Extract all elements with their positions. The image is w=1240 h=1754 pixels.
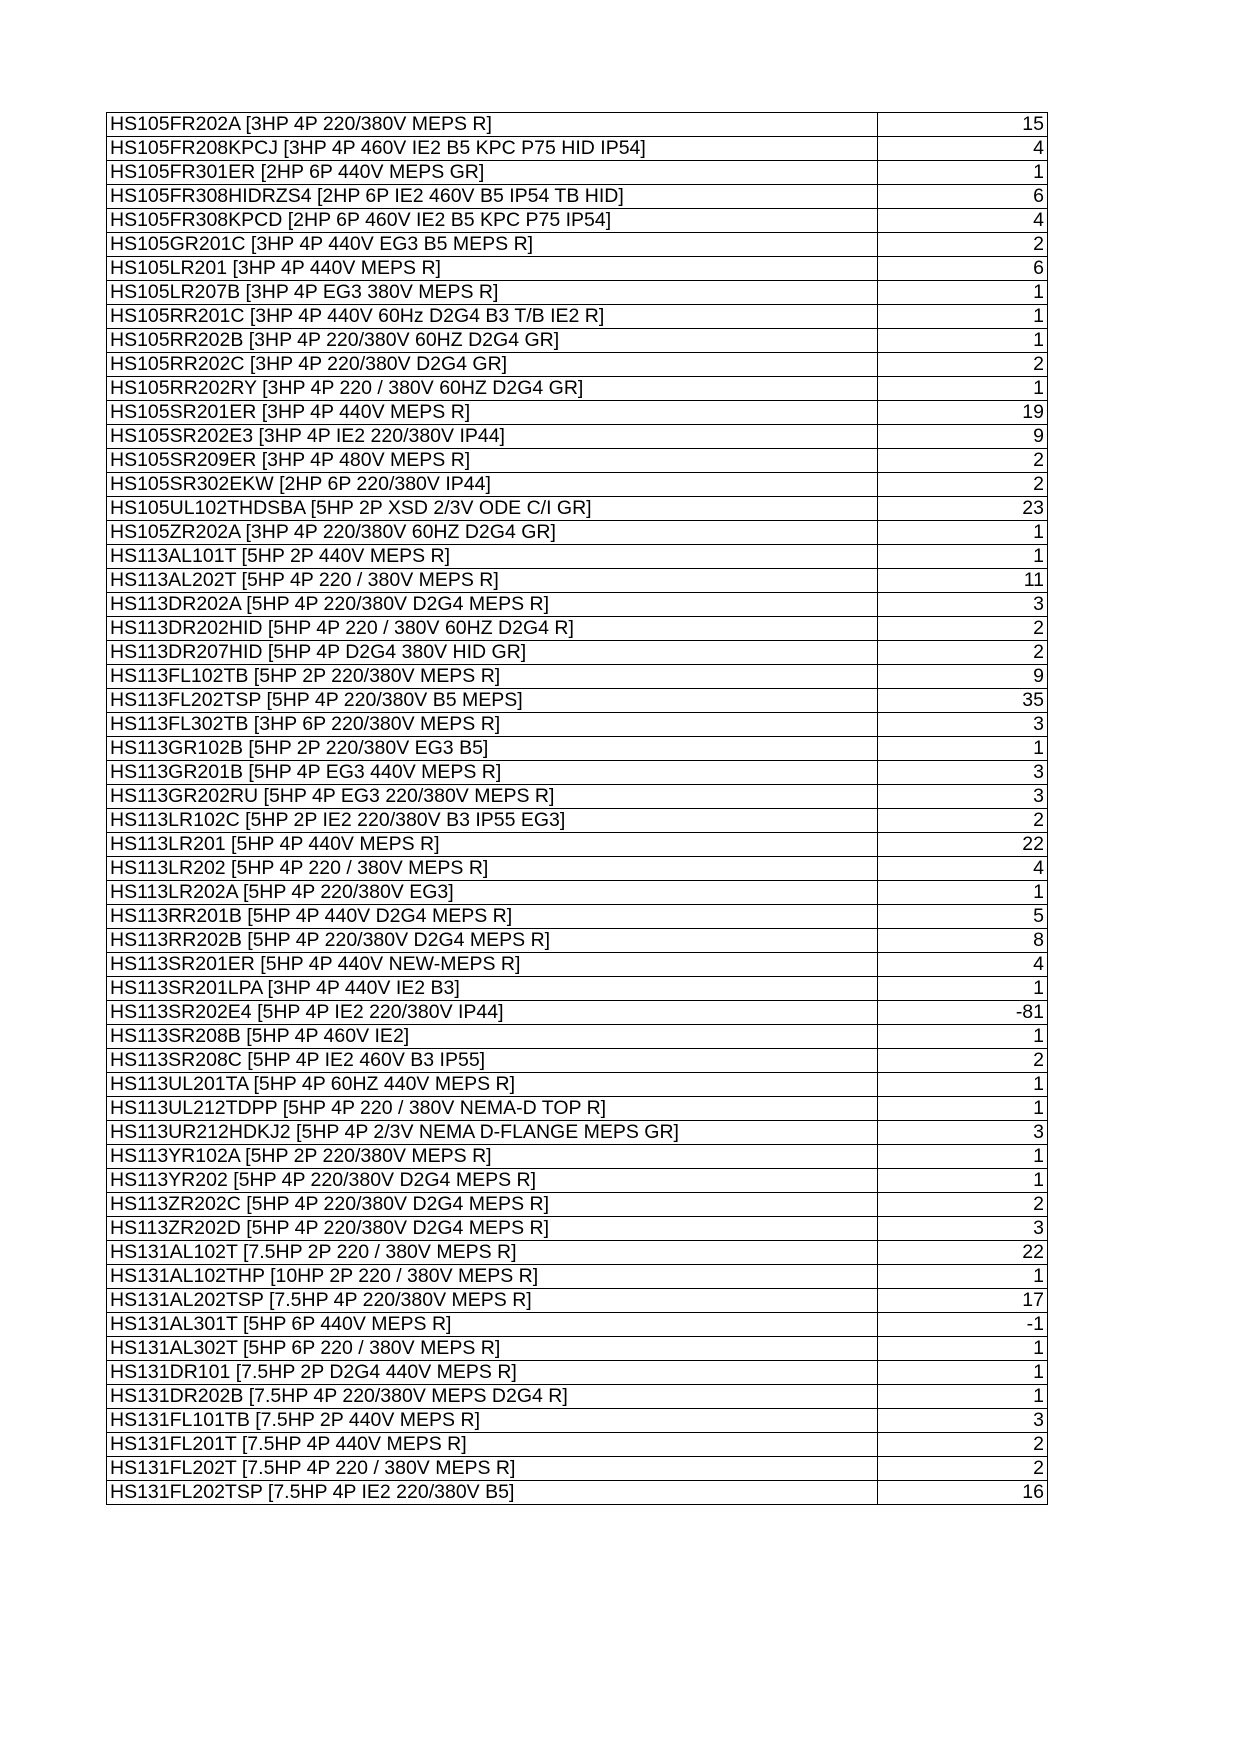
table-row (107, 137, 1048, 161)
table-row (107, 497, 1048, 521)
quantity-cell: 9 (878, 425, 1048, 449)
quantity-cell: 1 (878, 881, 1048, 905)
quantity-cell: 2 (878, 1457, 1048, 1481)
table-row (107, 1481, 1048, 1505)
table-row (107, 329, 1048, 353)
table-row (107, 401, 1048, 425)
quantity-cell: 2 (878, 1193, 1048, 1217)
quantity-cell: 2 (878, 1049, 1048, 1073)
table-row (107, 1001, 1048, 1025)
quantity-cell: 3 (878, 761, 1048, 785)
quantity-cell: 11 (878, 569, 1048, 593)
item-description-cell: HS113ZR202C [5HP 4P 220/380V D2G4 MEPS R] (107, 1193, 878, 1217)
item-description-cell: HS113RR201B [5HP 4P 440V D2G4 MEPS R] (107, 905, 878, 929)
quantity-cell: 2 (878, 617, 1048, 641)
table-row (107, 1145, 1048, 1169)
quantity-cell: 3 (878, 713, 1048, 737)
table-row (107, 785, 1048, 809)
item-description-cell: HS105RR202C [3HP 4P 220/380V D2G4 GR] (107, 353, 878, 377)
item-description-cell: HS105GR201C [3HP 4P 440V EG3 B5 MEPS R] (107, 233, 878, 257)
item-description-cell: HS113LR202A [5HP 4P 220/380V EG3] (107, 881, 878, 905)
quantity-cell: -81 (878, 1001, 1048, 1025)
table-row (107, 1385, 1048, 1409)
table-row (107, 233, 1048, 257)
table-row (107, 1121, 1048, 1145)
quantity-cell: 1 (878, 161, 1048, 185)
table-row (107, 977, 1048, 1001)
item-description-cell: HS131FL201T [7.5HP 4P 440V MEPS R] (107, 1433, 878, 1457)
item-description-cell: HS105SR209ER [3HP 4P 480V MEPS R] (107, 449, 878, 473)
table-row (107, 1025, 1048, 1049)
quantity-cell: 1 (878, 1169, 1048, 1193)
quantity-cell: 2 (878, 353, 1048, 377)
quantity-cell: 6 (878, 257, 1048, 281)
quantity-cell: 1 (878, 281, 1048, 305)
table-row (107, 1169, 1048, 1193)
item-description-cell: HS105LR207B [3HP 4P EG3 380V MEPS R] (107, 281, 878, 305)
table-row (107, 257, 1048, 281)
item-description-cell: HS113SR208C [5HP 4P IE2 460V B3 IP55] (107, 1049, 878, 1073)
table-row (107, 569, 1048, 593)
item-description-cell: HS131FL202T [7.5HP 4P 220 / 380V MEPS R] (107, 1457, 878, 1481)
item-description-cell: HS113YR202 [5HP 4P 220/380V D2G4 MEPS R] (107, 1169, 878, 1193)
table-row (107, 713, 1048, 737)
table-row (107, 665, 1048, 689)
item-description-cell: HS105RR202RY [3HP 4P 220 / 380V 60HZ D2G4 GR] (107, 377, 878, 401)
item-description-cell: HS131AL301T [5HP 6P 440V MEPS R] (107, 1313, 878, 1337)
table-row (107, 1217, 1048, 1241)
item-description-cell: HS113FL202TSP [5HP 4P 220/380V B5 MEPS] (107, 689, 878, 713)
table-row (107, 1457, 1048, 1481)
quantity-cell: 17 (878, 1289, 1048, 1313)
table-row (107, 641, 1048, 665)
table-row (107, 833, 1048, 857)
table-row (107, 857, 1048, 881)
item-description-cell: HS105UL102THDSBA [5HP 2P XSD 2/3V ODE C/I GR] (107, 497, 878, 521)
table-row (107, 1097, 1048, 1121)
table-row (107, 1337, 1048, 1361)
table-row (107, 545, 1048, 569)
item-description-cell: HS113LR102C [5HP 2P IE2 220/380V B3 IP55 EG3] (107, 809, 878, 833)
quantity-cell: 3 (878, 593, 1048, 617)
table-row (107, 161, 1048, 185)
table-row (107, 1049, 1048, 1073)
table-row (107, 761, 1048, 785)
item-description-cell: HS113UR212HDKJ2 [5HP 4P 2/3V NEMA D-FLANGE MEPS GR] (107, 1121, 878, 1145)
item-description-cell: HS113UL201TA [5HP 4P 60HZ 440V MEPS R] (107, 1073, 878, 1097)
quantity-cell: 1 (878, 977, 1048, 1001)
table-row (107, 1409, 1048, 1433)
item-description-cell: HS105RR201C [3HP 4P 440V 60Hz D2G4 B3 T/B IE2 R] (107, 305, 878, 329)
quantity-cell: 1 (878, 1385, 1048, 1409)
item-description-cell: HS113GR201B [5HP 4P EG3 440V MEPS R] (107, 761, 878, 785)
item-description-cell: HS105SR201ER [3HP 4P 440V MEPS R] (107, 401, 878, 425)
quantity-cell: 15 (878, 113, 1048, 137)
quantity-cell: 8 (878, 929, 1048, 953)
quantity-cell: 2 (878, 1433, 1048, 1457)
table-row (107, 905, 1048, 929)
item-description-cell: HS105FR301ER [2HP 6P 440V MEPS GR] (107, 161, 878, 185)
item-description-cell: HS113UL212TDPP [5HP 4P 220 / 380V NEMA-D TOP R] (107, 1097, 878, 1121)
item-description-cell: HS105FR202A [3HP 4P 220/380V MEPS R] (107, 113, 878, 137)
table-row (107, 617, 1048, 641)
quantity-cell: 16 (878, 1481, 1048, 1505)
quantity-cell: 1 (878, 1025, 1048, 1049)
item-description-cell: HS105ZR202A [3HP 4P 220/380V 60HZ D2G4 GR] (107, 521, 878, 545)
item-description-cell: HS131FL101TB [7.5HP 2P 440V MEPS R] (107, 1409, 878, 1433)
item-description-cell: HS113SR201LPA [3HP 4P 440V IE2 B3] (107, 977, 878, 1001)
item-description-cell: HS131DR202B [7.5HP 4P 220/380V MEPS D2G4 R] (107, 1385, 878, 1409)
item-description-cell: HS113DR207HID [5HP 4P D2G4 380V HID GR] (107, 641, 878, 665)
quantity-cell: 2 (878, 809, 1048, 833)
item-description-cell: HS105FR308HIDRZS4 [2HP 6P IE2 460V B5 IP54 TB HID] (107, 185, 878, 209)
table-row (107, 305, 1048, 329)
item-description-cell: HS113LR202 [5HP 4P 220 / 380V MEPS R] (107, 857, 878, 881)
table-row (107, 353, 1048, 377)
quantity-cell: 1 (878, 521, 1048, 545)
table-row (107, 953, 1048, 977)
table-row (107, 1073, 1048, 1097)
item-description-cell: HS113SR202E4 [5HP 4P IE2 220/380V IP44] (107, 1001, 878, 1025)
quantity-cell: 3 (878, 1217, 1048, 1241)
item-description-cell: HS131AL102T [7.5HP 2P 220 / 380V MEPS R] (107, 1241, 878, 1265)
item-description-cell: HS113LR201 [5HP 4P 440V MEPS R] (107, 833, 878, 857)
table-row (107, 1193, 1048, 1217)
item-description-cell: HS105LR201 [3HP 4P 440V MEPS R] (107, 257, 878, 281)
quantity-cell: 4 (878, 137, 1048, 161)
item-description-cell: HS113AL101T [5HP 2P 440V MEPS R] (107, 545, 878, 569)
quantity-cell: 1 (878, 1265, 1048, 1289)
table-row (107, 593, 1048, 617)
item-description-cell: HS113FL102TB [5HP 2P 220/380V MEPS R] (107, 665, 878, 689)
item-description-cell: HS105SR302EKW [2HP 6P 220/380V IP44] (107, 473, 878, 497)
item-description-cell: HS105RR202B [3HP 4P 220/380V 60HZ D2G4 GR] (107, 329, 878, 353)
table-row (107, 689, 1048, 713)
quantity-cell: -1 (878, 1313, 1048, 1337)
item-description-cell: HS113SR208B [5HP 4P 460V IE2] (107, 1025, 878, 1049)
quantity-cell: 1 (878, 377, 1048, 401)
quantity-cell: 4 (878, 209, 1048, 233)
quantity-cell: 19 (878, 401, 1048, 425)
quantity-cell: 2 (878, 233, 1048, 257)
table-row (107, 185, 1048, 209)
quantity-cell: 1 (878, 305, 1048, 329)
table-row (107, 737, 1048, 761)
item-description-cell: HS105SR202E3 [3HP 4P IE2 220/380V IP44] (107, 425, 878, 449)
item-description-cell: HS131AL202TSP [7.5HP 4P 220/380V MEPS R] (107, 1289, 878, 1313)
quantity-cell: 1 (878, 1337, 1048, 1361)
quantity-cell: 22 (878, 1241, 1048, 1265)
item-description-cell: HS113YR102A [5HP 2P 220/380V MEPS R] (107, 1145, 878, 1169)
table-row (107, 113, 1048, 137)
item-description-cell: HS113DR202HID [5HP 4P 220 / 380V 60HZ D2G4 R] (107, 617, 878, 641)
table-row (107, 449, 1048, 473)
table-row (107, 1433, 1048, 1457)
quantity-cell: 1 (878, 1073, 1048, 1097)
table-row (107, 1313, 1048, 1337)
quantity-cell: 2 (878, 449, 1048, 473)
item-description-cell: HS113FL302TB [3HP 6P 220/380V MEPS R] (107, 713, 878, 737)
quantity-cell: 1 (878, 1145, 1048, 1169)
item-description-cell: HS113GR202RU [5HP 4P EG3 220/380V MEPS R] (107, 785, 878, 809)
quantity-cell: 4 (878, 857, 1048, 881)
item-description-cell: HS131FL202TSP [7.5HP 4P IE2 220/380V B5] (107, 1481, 878, 1505)
item-description-cell: HS131AL102THP [10HP 2P 220 / 380V MEPS R] (107, 1265, 878, 1289)
item-description-cell: HS113ZR202D [5HP 4P 220/380V D2G4 MEPS R] (107, 1217, 878, 1241)
item-description-cell: HS113AL202T [5HP 4P 220 / 380V MEPS R] (107, 569, 878, 593)
item-description-cell: HS113DR202A [5HP 4P 220/380V D2G4 MEPS R] (107, 593, 878, 617)
table-row (107, 473, 1048, 497)
quantity-cell: 1 (878, 1361, 1048, 1385)
table-row (107, 425, 1048, 449)
table-row (107, 881, 1048, 905)
quantity-cell: 1 (878, 329, 1048, 353)
quantity-cell: 1 (878, 737, 1048, 761)
item-description-cell: HS113RR202B [5HP 4P 220/380V D2G4 MEPS R] (107, 929, 878, 953)
table-row (107, 1289, 1048, 1313)
quantity-cell: 9 (878, 665, 1048, 689)
quantity-cell: 1 (878, 545, 1048, 569)
quantity-cell: 3 (878, 1409, 1048, 1433)
quantity-cell: 22 (878, 833, 1048, 857)
quantity-cell: 23 (878, 497, 1048, 521)
table-row (107, 377, 1048, 401)
quantity-cell: 3 (878, 785, 1048, 809)
table-row (107, 521, 1048, 545)
quantity-cell: 1 (878, 1097, 1048, 1121)
item-description-cell: HS131DR101 [7.5HP 2P D2G4 440V MEPS R] (107, 1361, 878, 1385)
quantity-cell: 2 (878, 473, 1048, 497)
table-row (107, 1265, 1048, 1289)
quantity-cell: 5 (878, 905, 1048, 929)
quantity-cell: 6 (878, 185, 1048, 209)
item-description-cell: HS105FR308KPCD [2HP 6P 460V IE2 B5 KPC P75 IP54] (107, 209, 878, 233)
table-row (107, 1361, 1048, 1385)
table-row (107, 281, 1048, 305)
table-row (107, 929, 1048, 953)
table-row (107, 209, 1048, 233)
table-row (107, 1241, 1048, 1265)
table-body (107, 113, 1048, 1505)
inventory-table (106, 112, 1048, 1505)
quantity-cell: 35 (878, 689, 1048, 713)
item-description-cell: HS113SR201ER [5HP 4P 440V NEW-MEPS R] (107, 953, 878, 977)
quantity-cell: 3 (878, 1121, 1048, 1145)
item-description-cell: HS113GR102B [5HP 2P 220/380V EG3 B5] (107, 737, 878, 761)
table-row (107, 809, 1048, 833)
quantity-cell: 2 (878, 641, 1048, 665)
item-description-cell: HS131AL302T [5HP 6P 220 / 380V MEPS R] (107, 1337, 878, 1361)
item-description-cell: HS105FR208KPCJ [3HP 4P 460V IE2 B5 KPC P75 HID IP54] (107, 137, 878, 161)
quantity-cell: 4 (878, 953, 1048, 977)
